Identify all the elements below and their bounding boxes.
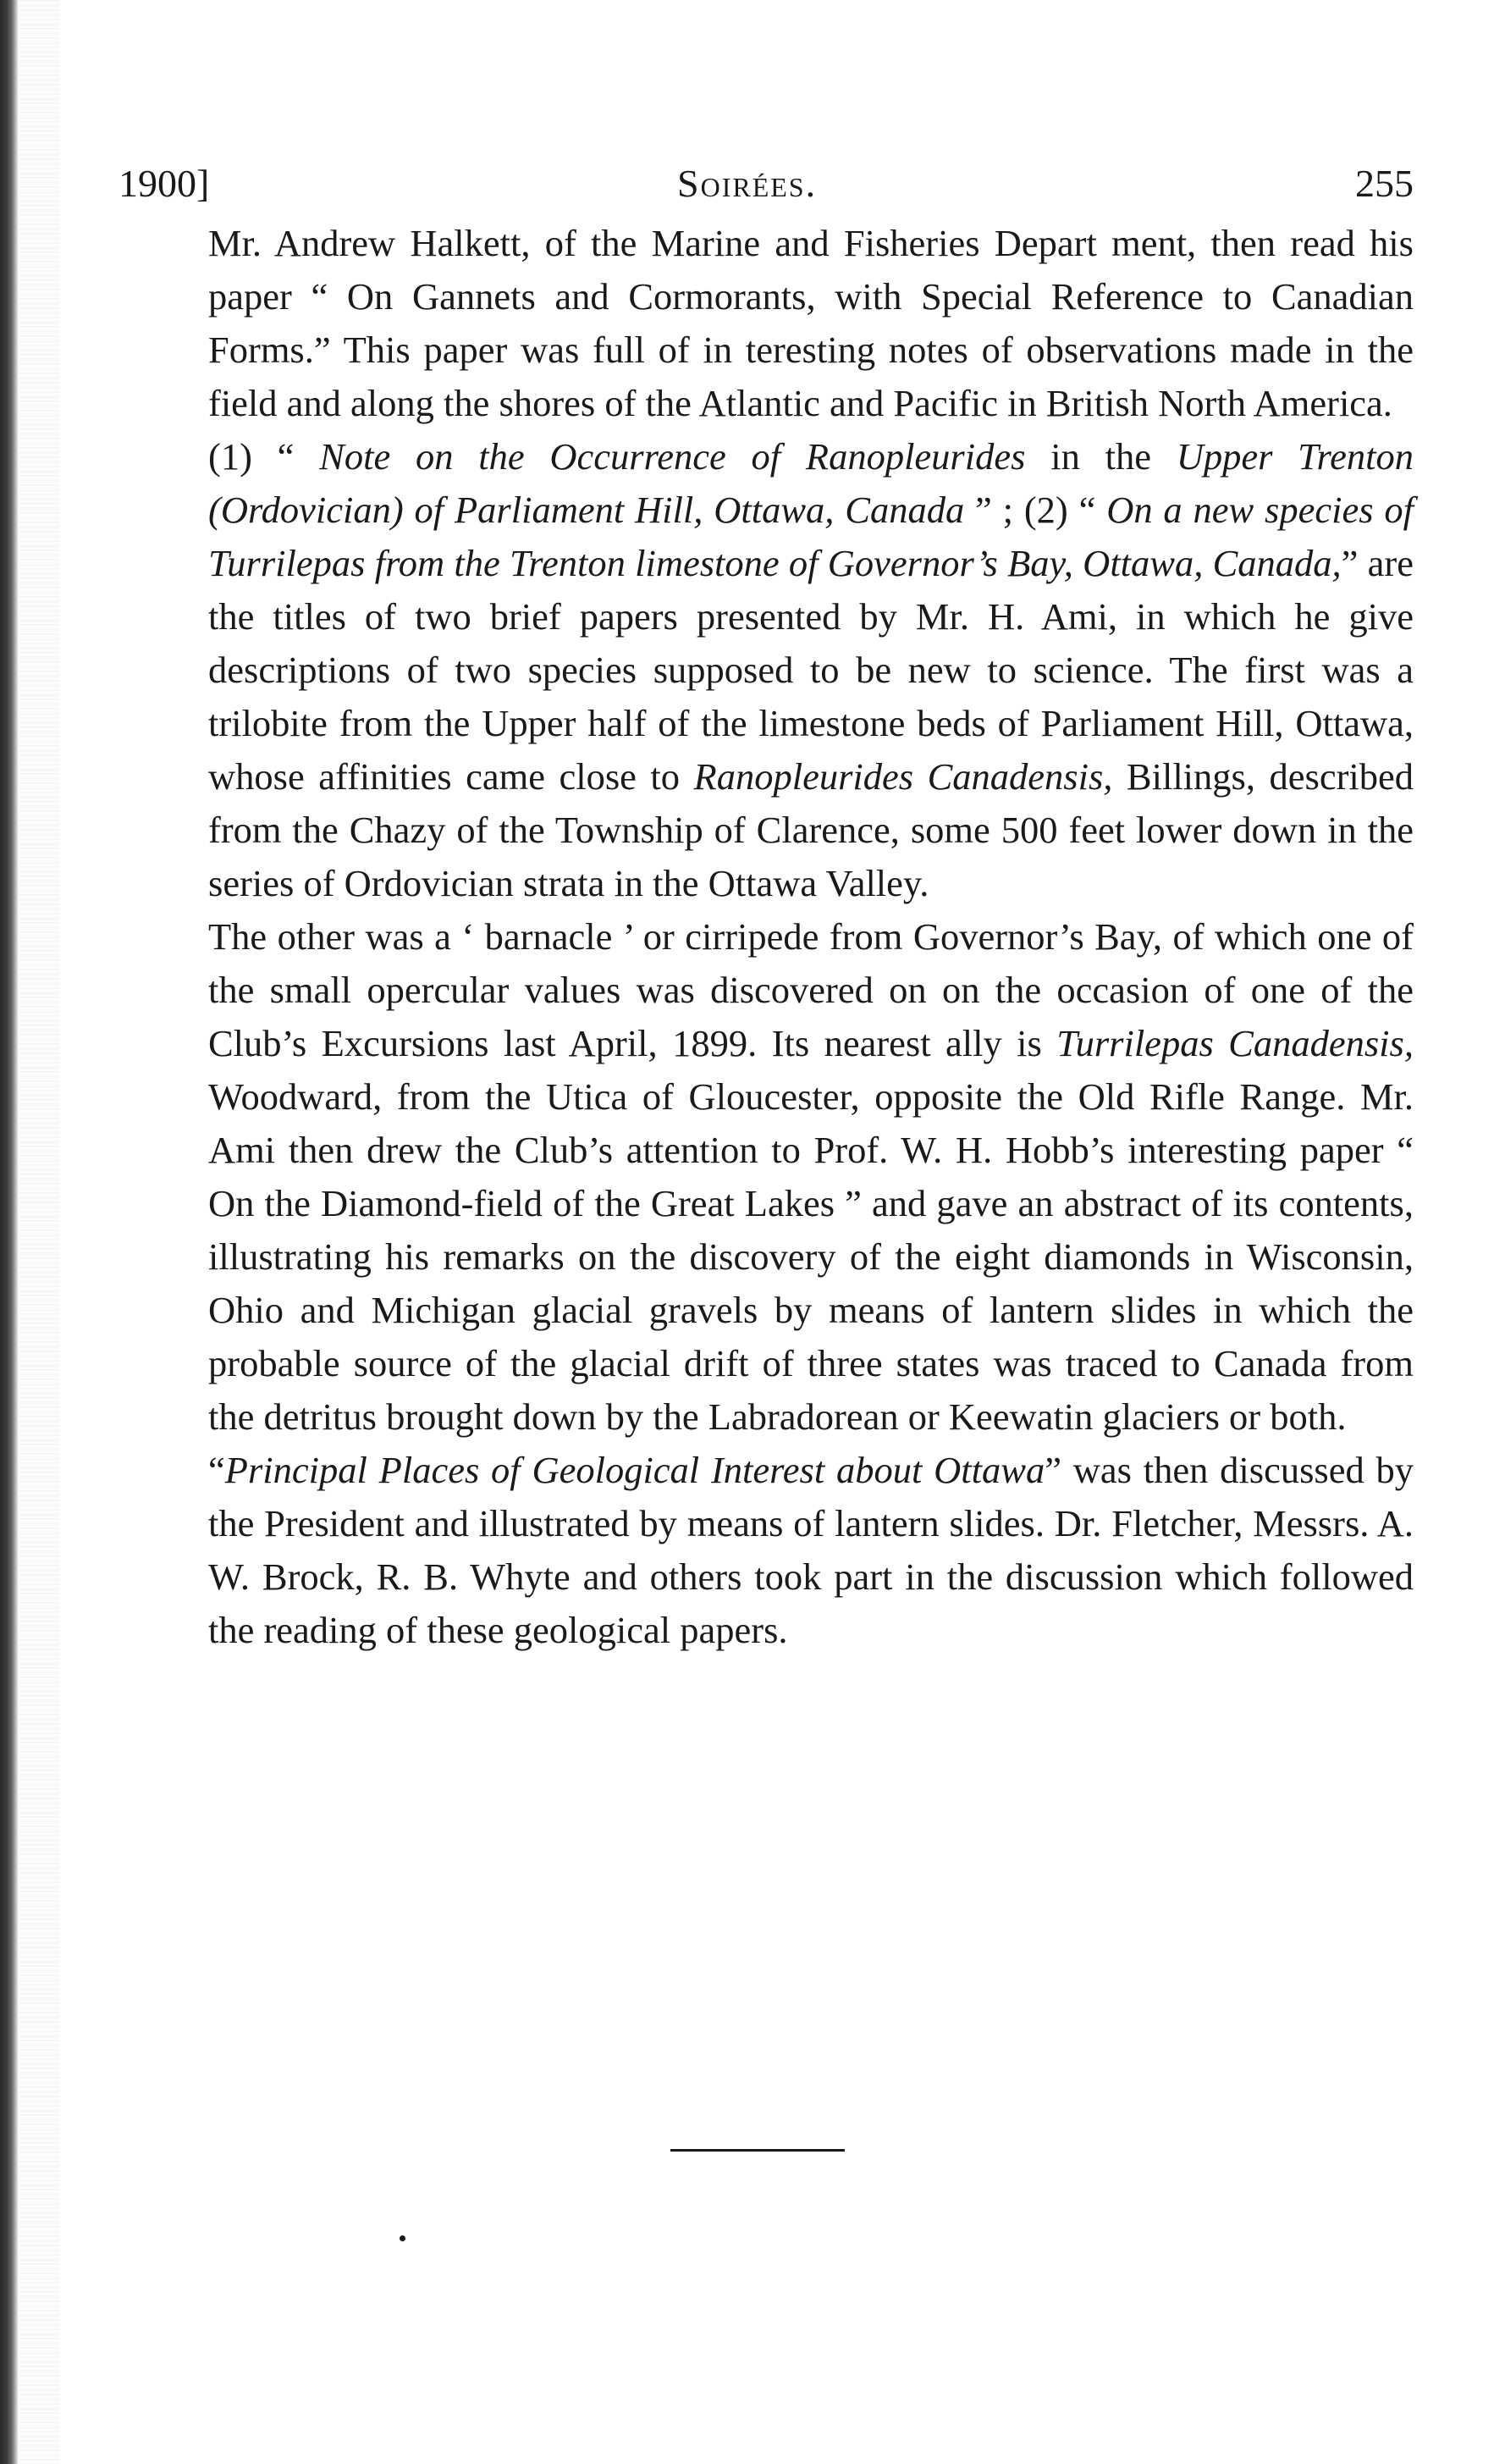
p2-seg-8: Ranopleurides Canadensis, [693, 755, 1113, 798]
p2-seg-3: in the [1025, 435, 1177, 478]
book-binding-edge [0, 0, 19, 2464]
p2-seg-4: Upper Trenton (Ordovician) of Parliament Hill, Ottawa, Canada [208, 435, 1414, 531]
p4-seg-1: “ [208, 1449, 225, 1491]
paragraph-3 [119, 910, 1414, 1444]
paragraph-2 [119, 430, 1414, 910]
p2-seg-6: On a new species of Turrilepas from the Trenton limestone of Governor’s Bay, Ottawa, Canada, [208, 489, 1414, 584]
p2-seg-5: ” ; (2) “ [964, 489, 1107, 531]
p1-line-4: teresting notes of observations made in the field and along the [208, 329, 1414, 424]
p1-line-3: Special Reference to Canadian Forms.” This paper was full of in [208, 275, 1414, 371]
paragraph-1 [119, 217, 1414, 430]
paragraph-4 [119, 1444, 1414, 1657]
scan-speck [400, 2235, 405, 2241]
p4-seg-3: ” was then discussed by the President and illustrated by means of lantern slides. Dr. Fletcher, Messrs. A. W. Brock, R. B. Whyte and others took part in the discussion which followed the reading of these geological papers. [208, 1449, 1414, 1651]
page-number: 255 [1355, 162, 1414, 205]
p2-seg-1: (1) “ [208, 435, 320, 478]
p3-seg-1: The other was a ‘ barnacle ’ or cirripede from Governor’s Bay, of which one of the small opercular values was discovered on on the occasion of one of the Club’s Excursions last April, 1899. Its nearest ally is [208, 915, 1414, 1064]
header-title: Soirées. [677, 162, 818, 205]
p2-seg-2: Note on the Occurrence of Ranopleurides [319, 435, 1026, 478]
p1-line-2: ment, then read his paper “ On Gannets and Cormorants, with [208, 222, 1414, 318]
p3-seg-3: Woodward, from the Utica of Gloucester, opposite the Old Rifle Range. Mr. Ami then drew the Club’s attention to Prof. W. H. Hobb’s interesting paper “ On the Diamond-field of the Great Lakes ” and gave an abstract of its contents, illustrating his remarks on the discovery of the eight diamonds in Wisconsin, Ohio and Michigan glacial gravels by means of lantern slides in which the probable source of the glacial drift of three states was traced to Canada from the detritus brought down by the Labradorean or Keewatin glaciers or both. [208, 1075, 1414, 1438]
p2-seg-7: ” are the titles of two brief papers presented by Mr. H. Ami, in which he give descriptions of two species supposed to be new to science. The first was a trilobite from the Upper half of the limestone beds of Parliament Hill, Ottawa, whose affinities came close to [208, 542, 1414, 798]
p1-line-1: Mr. Andrew Halkett, of the Marine and Fisheries Depart [208, 222, 1097, 264]
section-end-rule [670, 2149, 845, 2152]
body-text [119, 217, 1414, 1657]
p3-seg-2: Turrilepas Canadensis, [1056, 1022, 1414, 1064]
p4-seg-2: Principal Places of Geological Interest about Ottawa [224, 1449, 1045, 1491]
p1-line-5: shores of the Atlantic and Pacific in British North America. [499, 382, 1392, 424]
header-year: 1900] [119, 162, 210, 205]
p2-seg-9: Billings, described from the Chazy of the Township of Clarence, some 500 feet lower down in the series of Ordovician strata in the Ottawa Valley. [208, 755, 1414, 904]
page [119, 144, 1414, 1657]
running-head [119, 144, 1414, 212]
scan-shadow [19, 0, 59, 2464]
